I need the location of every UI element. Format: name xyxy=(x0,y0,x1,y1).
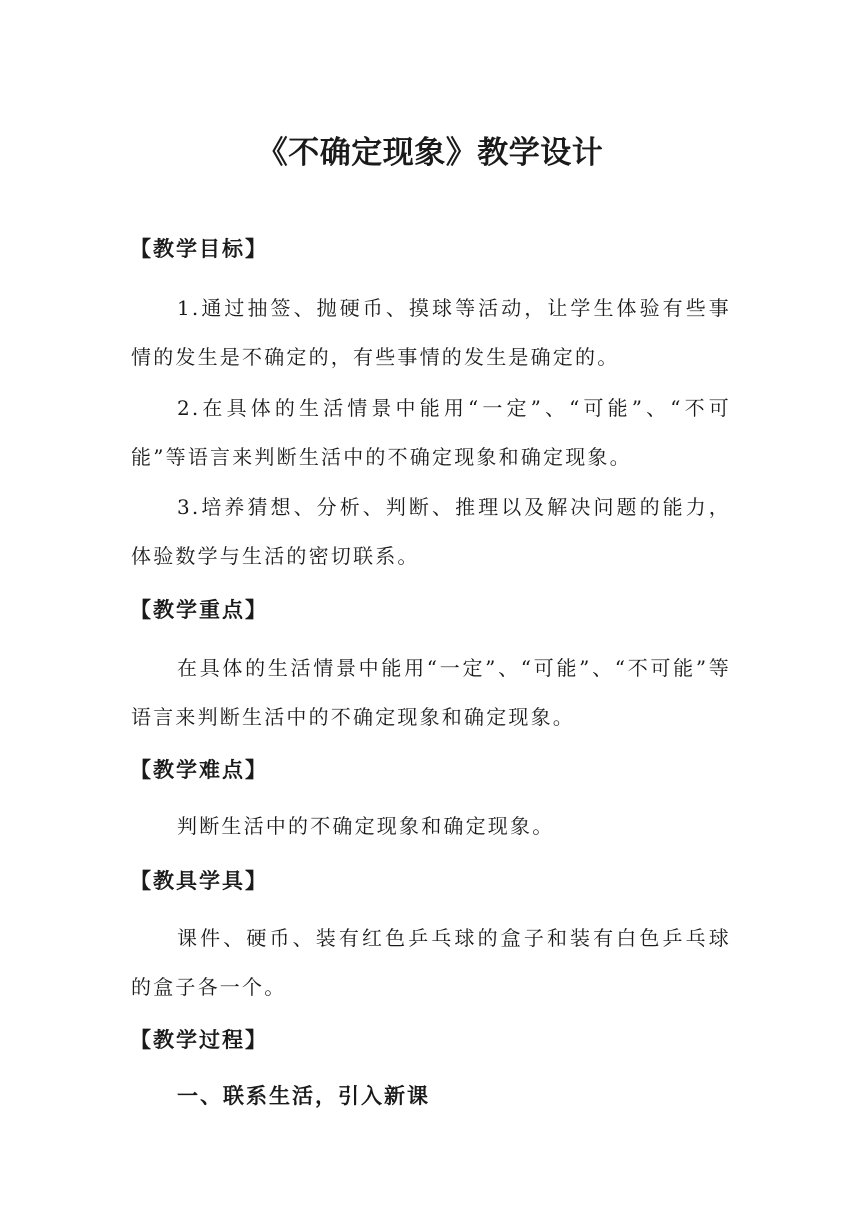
document-title: 《不确定现象》教学设计 xyxy=(256,135,604,171)
section-heading-objectives: 【教学目标】 xyxy=(130,237,268,261)
section-heading-process: 【教学过程】 xyxy=(130,1028,268,1052)
objective-item-1: 1.通过抽签、抛硬币、摸球等活动，让学生体验有些事情的发生是不确定的，有些事情的发生是确定的。 xyxy=(131,296,731,369)
section-heading-materials: 【教具学具】 xyxy=(130,869,268,893)
difficulties-text: 判断生活中的不确定现象和确定现象。 xyxy=(177,814,555,838)
objective-item-2: 2.在具体的生活情景中能用“一定”、“可能”、“不可能”等语言来判断生活中的不确定现象和确定现象。 xyxy=(131,396,731,469)
materials-text: 课件、硬币、装有红色乒乓球的盒子和装有白色乒乓球的盒子各一个。 xyxy=(131,926,731,999)
section-heading-key-points: 【教学重点】 xyxy=(130,598,268,622)
section-heading-difficulties: 【教学难点】 xyxy=(130,758,268,782)
objective-item-3: 3.培养猜想、分析、判断、推理以及解决问题的能力，体验数学与生活的密切联系。 xyxy=(131,495,731,568)
key-points-text: 在具体的生活情景中能用“一定”、“可能”、“不可能”等语言来判断生活中的不确定现象和确定现象。 xyxy=(131,656,731,729)
process-subheading: 一、联系生活，引入新课 xyxy=(177,1084,430,1108)
